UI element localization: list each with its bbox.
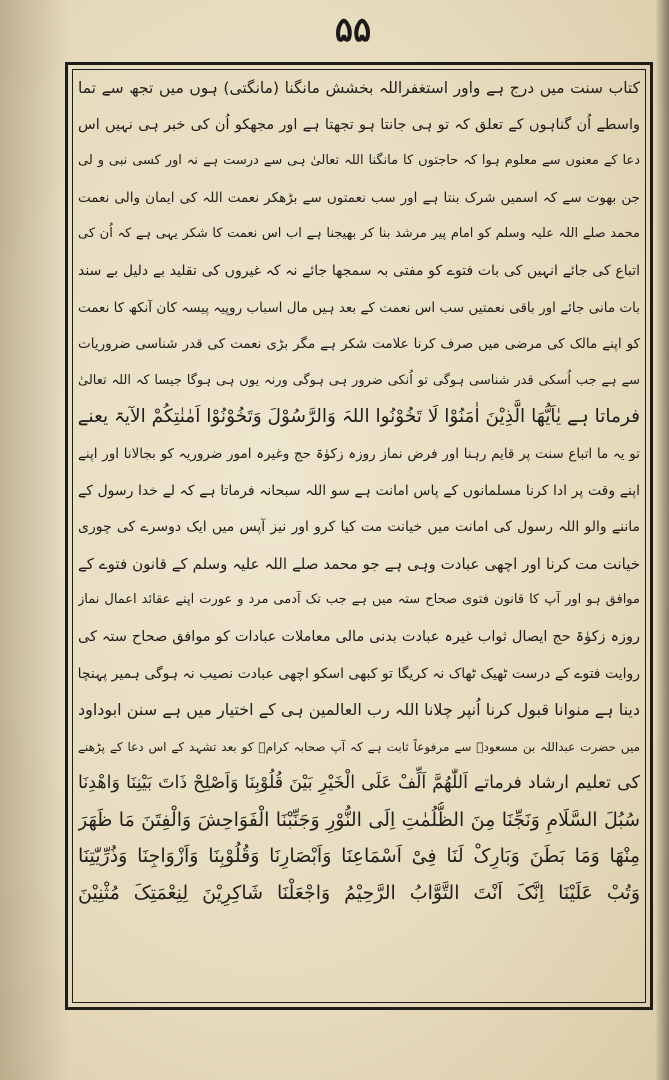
text-line: مِنْھَا وَمَا بَطَنَ وَبَارِکْ لَنَا فِیْ اَسْمَاعِنَا وَاَبْصَارِنَا وَقُلُوْبِنَا وَاَزْوَاجِنَا وَذُرِّیّٰتِنَا: [78, 845, 640, 868]
text-line: اتباع کی جائے انہیں کی بات فتوے کو مفتی بہ سمجھا جائے نہ کہ غیروں کی تقلید بے دلیل بے سند: [78, 262, 640, 279]
text-line: خیانت مت کرنا اور اچھی عبادت وہی ہے جو محمد صلے اللہ علیہ وسلم کے قانون فتوے کے: [78, 554, 640, 573]
text-line: کتاب سنت میں درج ہے واور استغفراللہ بخشش مانگنا (مانگتی) ہوں میں تجھ سے تما: [78, 79, 640, 97]
binding-shadow: [0, 0, 70, 1080]
text-line: ماننے والو اللہ رسول کی امانت میں خیانت مت کیا کرو اور نیز آپس میں ایک دوسرے کی چوری: [78, 519, 640, 536]
text-line: میں حضرت عبداللہ بن مسعودؓ سے مرفوعاً ثابت ہے کہ آپ صحابہ کرامؓ کو بعد تشہد کے اس دعا کے پڑھنے: [78, 739, 640, 754]
text-line: تو یہ ما اتباع سنت پر قایم رہنا اور فرض نماز روزہ زکوٰۃ حج وغیرہ امور ضروریہ کو بجالانا اور اپنے: [78, 445, 640, 462]
text-line: واسطے اُن گناہوں کے تعلق کہ تو ہی جانتا ہو تجھتا ہے اور مجھکو اُن کی خبر ہی نہیں اس: [78, 116, 640, 133]
text-line: کی تعلیم ارشاد فرماتے اَللّٰھُمَّ اَلِّفْ عَلَی الْخَیْرِ بَیْنَ قُلُوْبِنَا وَاَصْلِحْ ذَاتَ بَیْنِنَا وَاھْدِنَا: [78, 773, 640, 794]
text-line: سُبُلَ السَّلَامِ وَنَجِّنَا مِنَ الظُّلُمٰتِ اِلَی النُّوْرِ وَجَنِّبْنَا الْفَوَاحِشَ وَالْفِتَنَ مَا ظَھَرَ: [78, 808, 640, 831]
text-line: بات مانی جائے اور باقی نعمتیں سب اس نعمت کے بعد ہیں مال اسباب روپیہ پیسہ کان آنکھ کا نعمت: [78, 299, 640, 316]
text-line: موافق ہو اور آپ کا قانون فتوی صحاح ستہ میں ہے جب تک آدمی مرد و عورت اپنے عقائد اعمال نماز: [78, 592, 640, 608]
text-line: دینا ہے منوانا قبول کرنا اُنپر چلانا اللہ رب العالمین ہی کے اختیار میں ہے سنن ابوداود: [78, 700, 640, 720]
text-line: سے ہے جب اُسکی قدر شناسی ہوگی تو اُنکی ضرور ہی ہوگی ورنہ یوں ہی ہوگا جیسا کہ اللہ تعالیٰ: [78, 372, 640, 388]
text-line: محمد صلے اللہ علیہ وسلم کو امام پیر مرشد بنا کر بھیجنا ہے اب اس نعمت کا شکر یہی ہے کہ اُن کی: [78, 226, 640, 242]
page-number: ۵۵: [334, 10, 372, 50]
text-line: کو اپنے مالک کی مرضی میں صرف کرنا علامت شکر ہے مگر بڑی نعمت کی قدر شناسی ضروریات: [78, 336, 640, 353]
urdu-text-block: [78, 70, 640, 1000]
text-line: وَتُبْ عَلَیْنَا اِنَّکَ اَنْتَ التَّوَّابُ الرَّحِیْمُ وَاجْعَلْنَا شَاکِرِیْنَ لِنِعْمَتِکَ مُثْنِیْنَ: [78, 882, 640, 905]
text-line: جن بھوت سے کہ اسمیں شرک بنتا ہے اور سب نعمتوں سے بڑھکر نعمت اللہ کی ایمان والی نعمت: [78, 189, 640, 206]
text-line: دعا کے معنوں سے معلوم ہوا کہ حاجتوں کا مانگنا اللہ تعالیٰ ہی سے درست ہے نہ اور کسی نبی و لی: [78, 153, 640, 169]
text-line: اپنے وقت پر ادا کرنا مسلمانوں کے پاس امانت ہے سو اللہ سبحانہ فرماتا ہے کہ لے خدا رسول کے: [78, 482, 640, 499]
page-edge-shadow: [655, 0, 669, 1080]
text-line: روایت فتوے کے درست ٹھیک ٹھاک نہ کریگا تو کبھی اسکو اچھی عبادت نصیب نہ ہوگی ہمیر پہنچا: [78, 665, 640, 682]
text-line: فرماتا ہے یٰاَیُّھَا الَّذِیْنَ اٰمَنُوْا لَا تَخُوْنُوا اللہَ وَالرَّسُوْلَ وَتَخُوْنُوْا اَمٰنٰتِکُمْ الآیۃ یعنے: [78, 406, 640, 428]
text-line: روزہ زکوٰۃ حج ایصال ثواب غیرہ عبادت بدنی مالی معاملات عبادات کو موافق صحاح ستہ کی: [78, 628, 640, 645]
